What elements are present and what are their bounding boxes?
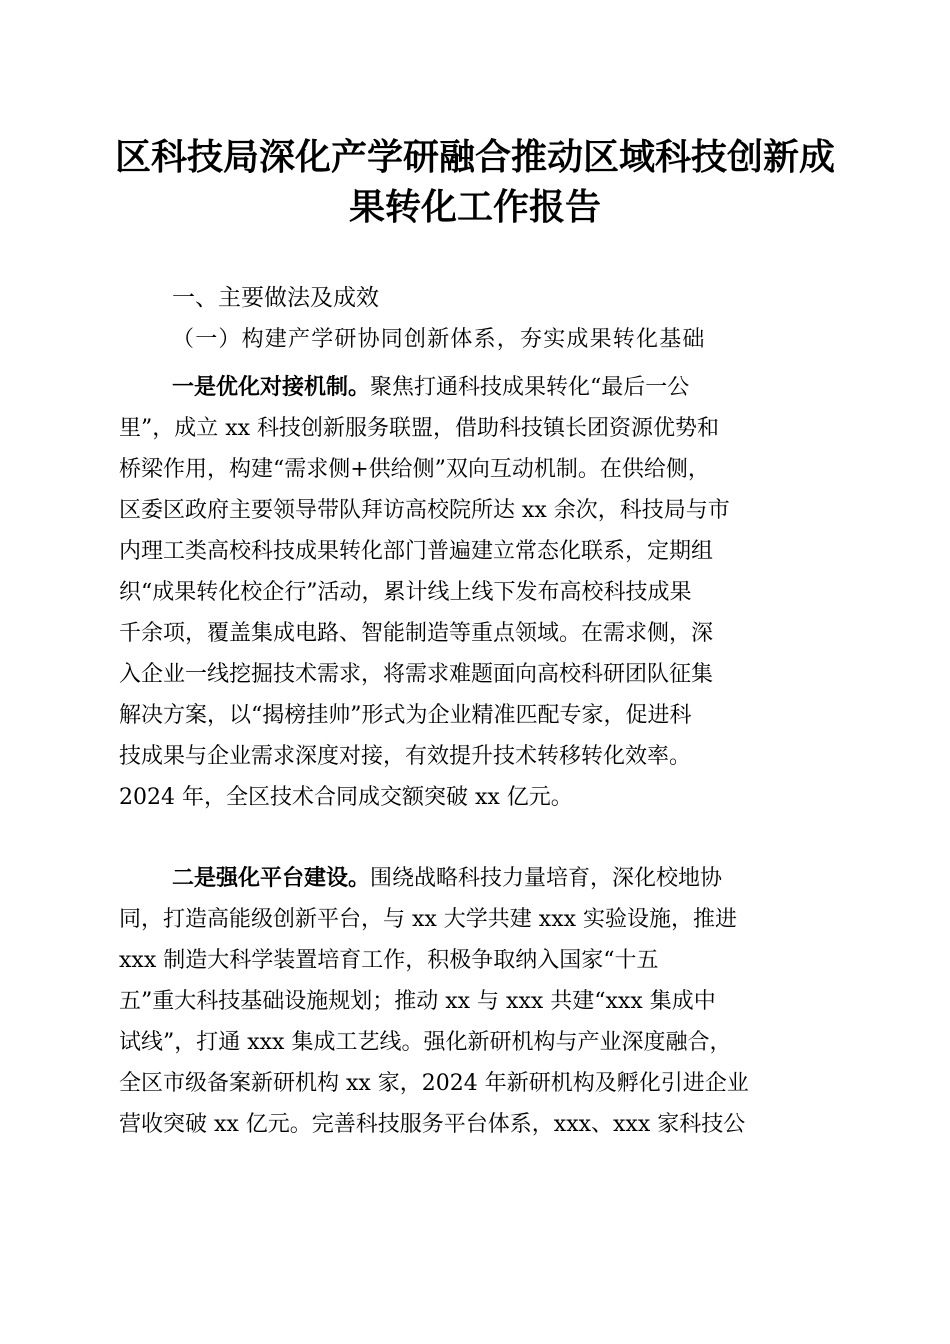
paragraph-line: 一是优化对接机制。聚焦打通科技成果转化“最后一公 (172, 374, 690, 400)
paragraph-line: 营收突破 xx 亿元。完善科技服务平台体系，xxx、xxx 家科技公 (119, 1112, 746, 1137)
paragraph-line: 全区市级备案新研机构 xx 家，2024 年新研机构及孵化引进企业 (119, 1071, 749, 1096)
paragraph-line: 2024 年，全区技术合同成交额突破 xx 亿元。 (119, 785, 573, 810)
paragraph-optimize-mechanism (119, 367, 831, 818)
section-heading: 一、主要做法及成效 (172, 285, 379, 311)
paragraph-line: 入企业一线挖掘技术需求，将需求难题面向高校科研团队征集 (119, 662, 714, 687)
paragraph-line: 区委区政府主要领导带队拜访高校院所达 xx 余次，科技局与市 (119, 498, 730, 523)
paragraph-line: 同，打造高能级创新平台，与 xx 大学共建 xxx 实验设施，推进 (119, 907, 738, 932)
paragraph-line: 解决方案，以“揭榜挂帅”形式为企业精准匹配专家，促进科 (119, 703, 692, 728)
paragraph-line: 技成果与企业需求深度对接，有效提升技术转移转化效率。 (119, 744, 692, 769)
paragraph-line: 二是强化平台建设。围绕战略科技力量培育，深化校地协 (172, 865, 723, 891)
paragraph-line: xxx 制造大科学装置培育工作，积极争取纳入国家“十五 (119, 948, 659, 973)
paragraph-lead: 二是强化平台建设。 (172, 865, 371, 891)
paragraph-line: 五”重大科技基础设施规划；推动 xx 与 xxx 共建“xxx 集成中 (119, 989, 716, 1014)
subsection-heading: （一）构建产学研协同创新体系，夯实成果转化基础 (172, 327, 706, 352)
title-line-2: 果转化工作报告 (348, 186, 601, 228)
paragraph-line: 内理工类高校科技成果转化部门普遍建立常态化联系，定期组 (119, 539, 714, 564)
paragraph-line: 织“成果转化校企行”活动，累计线上线下发布高校科技成果 (119, 580, 692, 605)
paragraph-line: 试线”，打通 xxx 集成工艺线。强化新研机构与产业深度融合， (119, 1030, 732, 1055)
title-line-1: 区科技局深化产学研融合推动区域科技创新成 (114, 136, 835, 178)
document-title (100, 132, 850, 232)
paragraph-line: 里”，成立 xx 科技创新服务联盟，借助科技镇长团资源优势和 (119, 416, 720, 441)
paragraph-line: 千余项，覆盖集成电路、智能制造等重点领域。在需求侧，深 (119, 621, 714, 646)
paragraph-lead: 一是优化对接机制。 (172, 374, 371, 400)
paragraph-line: 桥梁作用，构建“需求侧+供给侧”双向互动机制。在供给侧， (119, 457, 710, 482)
paragraph-strengthen-platform (119, 858, 831, 1145)
